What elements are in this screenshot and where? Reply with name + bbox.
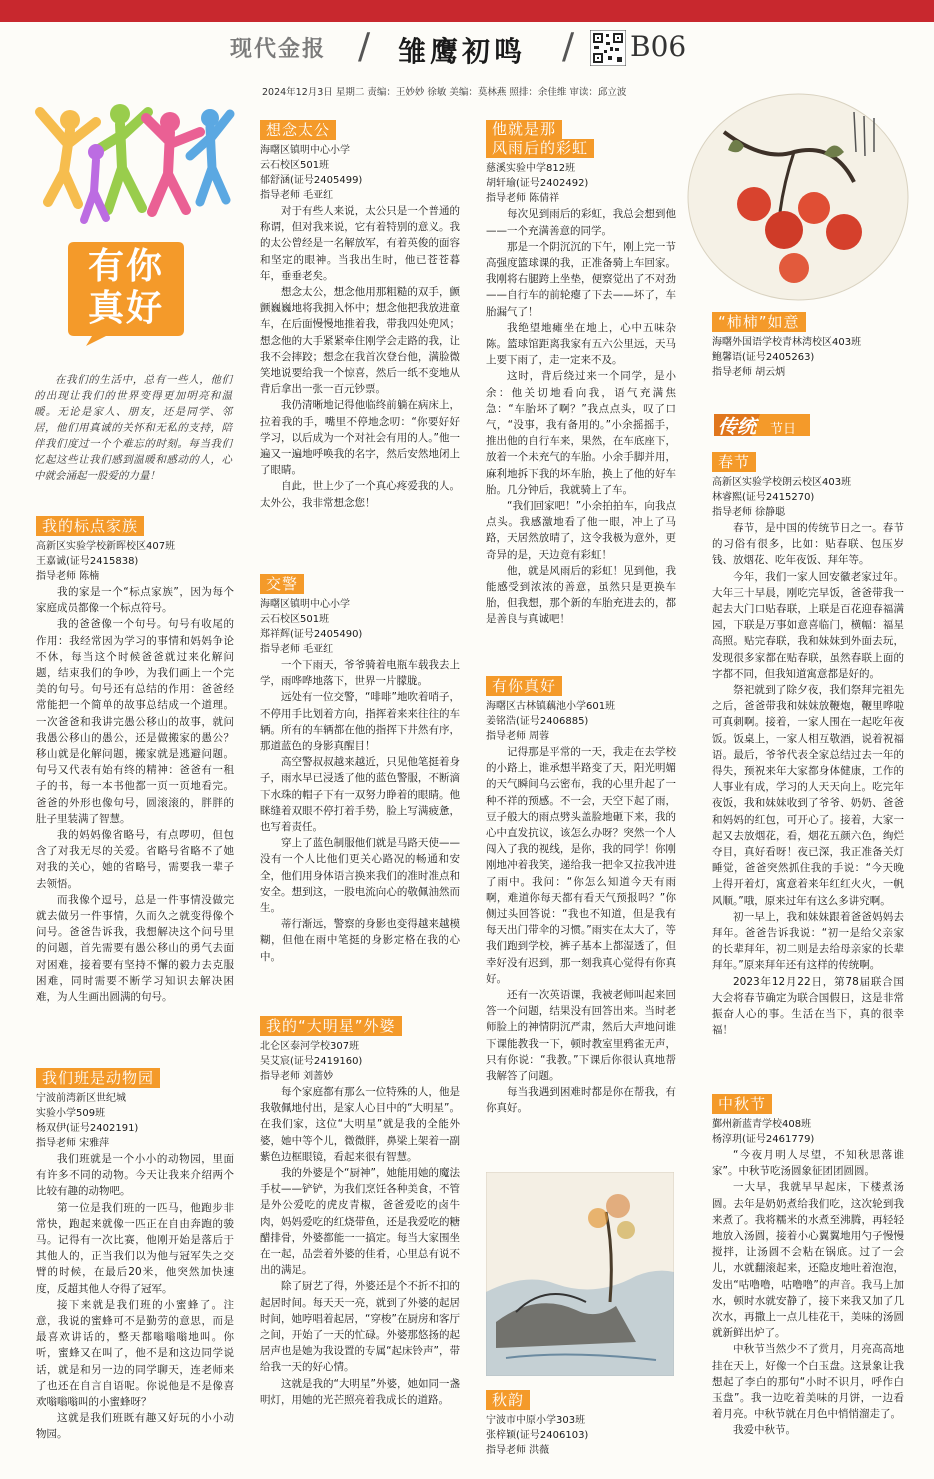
article-title: 交警 [260,574,304,594]
article-meta-author: 姜铭浩(证号2406885) [486,716,589,727]
article-meta-school: 海曙区古林镇藕池小学601班 [486,701,616,712]
article-glad-to-have-you [486,672,676,1117]
article-meta-author: 王嘉诚(证号2415838) [36,556,139,567]
article-paragraph: 还有一次英语课，我被老师叫起来回答一个问题，结果没有回答出来。当时老师脸上的神情阴沉严肃，然后大声地问谁下课能教我一下，顿时教室里鸦雀无声，只有你说：“我教。”下课后你很认真地帮我解答了问题。 [486,989,676,1083]
article-paragraph: 这就是我的“大明星”外婆，她如同一盏明灯，用她的光芒照亮着我成长的道路。 [260,1377,460,1406]
article-paragraph: 而我像个逗号，总是一件事情没做完就去做另一件事情，久而久之就变得像个问号。爸爸告诉我，我想解决这个问号里的问题，首先需要有愚公移山的勇气去面对困难，接着要有坚持不懈的毅力去克服困难，同时需要不断学习知识去解决困难，为人生画出圆满的句号。 [36,893,234,1004]
article-paragraph: 我的爸爸像一个句号。句号有收尾的作用：我经常因为学习的事情和妈妈争论不休，每当这个时候爸爸就过来化解问题，结束我们的争吵，为我们画上一个完美的句号。句号还有总结的作用：爸爸经常能把一个简单的故事总结成一个道理。一次爸爸和我讲完愚公移山的故事，就问我愚公移山的愚公，还是做搬家的愚公？移山就是化解问题，搬家就是逃避问题。句号又代表有始有终的精神：爸爸有一租子的书，每一本书他都一页一页地看完。爸爸的外形也像句号，圆滚滚的，胖胖的肚子里装满了智慧。 [36,618,234,825]
article-meta-school: 云石校区501班 [260,160,330,171]
article-paragraph: 每个家庭都有那么一位特殊的人，他是我敬佩地付出，是家人心目中的“大明星”。在我们家，这位“大明星”就是我的全能外婆，她中等个儿，微微胖，鼻梁上架着一副紫色边框眼镜，看起来很有智慧。 [260,1086,460,1163]
article-paragraph: 那是一个阴沉沉的下午，刚上完一节高强度篮球课的我，正准备骑上车回家。我刚将右腿跨上坐垫，便察觉出了不对劲——自行车的前轮瘪了下去——坏了，车胎漏气了！ [486,240,676,318]
article-paragraph: 接下来就是我们班的小蜜蜂了。注意，我说的蜜蜂可不是勤劳的意思，而是最喜欢讲话的，整天都嗡嗡嗡地叫。你听，蜜蜂又在叫了，他不是和这边同学说话，就是和另一边的同学聊天，连老师来了也还在自言自语呢。你说他是不是像喜欢嗡嗡嗡叫的小蜜蜂呀？ [36,1298,234,1409]
article-class-zoo [36,1064,234,1443]
badge-small-text: 节日 [770,422,797,437]
persimmon-painting [684,92,912,302]
masthead-divider: / [358,26,371,67]
article-mid-autumn-festival [712,1090,904,1439]
article-meta-teacher: 指导老师 毛亚红 [260,190,334,201]
article-paragraph: 远处有一位交警，“啡啡”地吹着哨子，不停用手比划着方向，指挥着来来往往的车辆。所有的车辆都在他的指挥下井然有序，那道蓝色的身影真醒目！ [260,691,460,753]
article-star-grandma [260,1012,460,1408]
article-rainbow-after-rain [486,116,676,628]
article-paragraph: 穿上了蓝色制服他们就是马路天使——没有一个人比他们更关心路况的畅通和安全，他们用身体语言换来我们的准时准点和安全。想到这，一股电流向心的敬佩油然而生。 [260,837,460,915]
qr-code-icon [590,30,626,66]
paper-name: 现代金报 [230,36,327,62]
article-paragraph: 每次见到雨后的彩虹，我总会想到他——一个充满善意的同学。 [486,208,676,237]
article-paragraph: 一大早，我就早早起床，下楼煮汤圆。去年是奶奶煮给我们吃，这次轮到我来煮了。我将糯米的水煮至沸腾，再轻轻地放入汤圆，接着小心翼翼地用勺子慢慢搅拌，让汤圆不会粘在锅底。过了一会儿，水就翻滚起来，还隐皮地吐着泡泡，发出“咕噜噜，咕噜噜”的声音。我马上加水，顿时水就安静了，接下来我又加了几次水，再撒上一点儿桂花干，美味的汤圆就新鲜出炉了。 [712,1181,904,1340]
article-paragraph: 我绝望地瘫坐在地上，心中五味杂陈。篮球馆距离我家有五六公里远，天马上要下雨了，走一定来不及。 [486,321,676,367]
article-paragraph: 对于有些人来说，太公只是一个普通的称谓，但对我来说，它有着特别的意义。我的太公曾经是一名解放军，有着英俊的面容和坚定的眼神。当我出生时，他已苍苍暮年，垂垂老矣。 [260,205,460,282]
article-paragraph: 初一早上，我和妹妹跟着爸爸妈妈去拜年。爸爸告诉我说：“初一是给父亲家的长辈拜年，初二则是去给母亲家的长辈拜年。”原来拜年还有这样的传统啊。 [712,910,904,972]
article-title-line2: 风雨后的彩虹 [486,139,594,158]
article-title: 有你真好 [486,676,562,696]
traditional-festival-badge [712,410,812,440]
hero-title-line1: 有你 [87,246,164,287]
article-meta-school: 实验小学509班 [36,1108,106,1119]
article-title: 春节 [712,452,756,472]
article-meta-author: 林睿熙(证号2415270) [712,492,815,503]
article-title: “柿柿”如意 [712,312,806,332]
article-paragraph: 春节，是中国的传统节日之一。春节的习俗有很多，比如：贴春联、包压岁钱、放烟花、吃年夜饭、拜年等。 [712,522,904,567]
article-paragraph: 第一位是我们班的一匹马，他跑步非常快，跑起来就像一匹正在自由奔跑的骏马。记得有一次比赛，他刚开始是落后于其他人的，正当我们以为他与冠军失之交臂的时候，在最后20米，他突然加快速度，反超其他人夺得了冠军。 [36,1201,234,1295]
article-paragraph: 今年，我们一家人回安徽老家过年。大年三十早晨，刚吃完早饭，爸爸带我一起去大门口贴春联，上联是百花迎春福满园，下联是万事如意喜临门，横幅：福星高照。贴完春联，我和妹妹到外面去玩，发现很多家都在贴春联，虽然春联上面的字都不同，但我知道寓意都是好的。 [712,570,904,680]
article-meta-author: 张梓颖(证号2406103) [486,1430,589,1441]
article-paragraph: 我的家是一个“标点家族”，因为每个家庭成员都像一个标点符号。 [36,586,234,615]
article-paragraph: 除了厨艺了得，外婆还是个不折不扣的起居时间。每天天一亮，就到了外婆的起居时间，她哼唱着起居，“穿梭”在厨房和客厅之间，开始了一天的忙碌。外婆那悠扬的起居声也是她为我设置的专属“起床铃声”，带给我一天的好心情。 [260,1280,460,1374]
article-meta-school: 宁波市中原小学303班 [486,1415,586,1426]
artwork-persimmon-credit [712,308,902,380]
article-meta-school: 宁波前湾新区世纪城 [36,1093,126,1104]
article-paragraph: 我仍清晰地记得他临终前躺在病床上，拉着我的手，嘴里不停地念叨：“你要好好学习，以后成为一个对社会有用的人。”他一遍又一遍地呼唤我的名字，然后安然地闭上了眼睛。 [260,399,460,477]
section-name: 雏鹰初鸣 [398,35,527,68]
article-meta-school: 海曙外国语学校青林湾校区403班 [712,337,862,348]
article-title: 我的“大明星”外婆 [260,1016,402,1036]
article-paragraph: 祭祀就到了除夕夜，我们祭拜完祖先之后，爸爸带我和妹妹放鞭炮，鞭里哗啦可真刺啊。接着，一家人围在一起吃年夜饭。饭桌上，一家人相互敬酒，说着祝福语。最后，爷爷代表全家总结过去一年的得失，预祝来年大家都身体健康，工作的人事业有成，学习的人天天向上。吃完年夜饭，我和妹妹收到了爷爷、奶奶、爸爸和妈妈的红包，可开心了。接着，大家一起又去放烟花，看，烟花五颜六色，绚烂夺目，真好看呀！夜已深，我正准备关灯睡觉，爸爸突然抓住我的手说：“今天晚上得开着灯，寓意着来年红红火火，一帆风顺。”哦，原来过年有这么多讲究啊。 [712,684,904,907]
article-meta-author: 杨淳玥(证号2461779) [712,1134,815,1145]
article-paragraph: “我们回家吧！”小余拍拍车，向我点点头。我感激地看了他一眼，冲上了马路，天居然放晴了，这令我极为意外，更奇异的是，天边竟有彩虹！ [486,500,676,561]
article-paragraph: 这时，背后绕过来一个同学，是小余：他关切地看向我，语气充满焦急：“车胎坏了啊？”我点点头，叹了口气，“没事，我有备用的。”小余摇摇手，推出他的自行车来，果然，在车底座下，放着一个未充气的车胎。小余手脚并用，麻利地拆下我的坏车胎，换上了他的好车胎。几分钟后，我就骑上了车。 [486,370,676,496]
article-meta-school: 海曙区镇明中心小学 [260,145,350,156]
article-my-punctuation-family [36,512,234,1005]
hero-title-badge [66,238,186,348]
article-meta-school: 高新区实验学校朗云校区403班 [712,477,852,488]
article-paragraph: 每当我遇到困难时都是你在帮我，有你真好。 [486,1086,676,1115]
article-meta-school: 北仑区泰河学校307班 [260,1041,360,1052]
article-paragraph: 我们班就是一个小小的动物园，里面有许多不同的动物。今天让我来介绍两个比较有趣的动物吧。 [36,1153,234,1198]
article-paragraph: 我的外婆是个“厨神”，她能用她的魔法手杖——铲铲，为我们烹饪各种美食，不管是外公爱吃的虎皮青椒，爸爸爱吃的卤牛肉，妈妈爱吃的红烧带鱼，还是我爱吃的糖醋排骨，外婆都能一一搞定。每当大家围坐在一起，品尝着外婆的佳肴，心里总有说不出的满足。 [260,1167,460,1277]
masthead [200,26,734,76]
article-title: 我们班是动物园 [36,1068,160,1088]
article-meta-author: 杨双伊(证号2402191) [36,1123,139,1134]
article-paragraph: 蒂行渐远，警察的身影也变得越来越模糊，但他在雨中笔挺的身影定格在我的心中。 [260,918,460,963]
editor-info-line: 2024年12月3日 星期二 责编：王妙妙 徐敏 美编：莫林燕 照排：余佳维 审读：邱立波 [262,87,627,98]
article-meta-author: 郑祥辉(证号2405490) [260,629,363,640]
article-meta-author: 郁舒涵(证号2405499) [260,175,363,186]
article-meta-school: 高新区实验学校新晖校区407班 [36,541,176,552]
article-paragraph: 我爱中秋节。 [733,1424,796,1437]
masthead-divider: / [562,26,575,67]
article-missing-great-grandpa [260,116,460,511]
article-meta-author: 吴艾宸(证号2419160) [260,1056,363,1067]
article-meta-teacher: 指导老师 徐静聪 [712,507,786,518]
article-meta-author: 鲍馨语(证号2405263) [712,352,815,363]
hero-intro: 在我们的生活中，总有一些人，他们的出现让我们的世界变得更加明亮和温暖。无论是家人、朋友，还是同学、邻居，他们用真诚的关怀和无私的支持，陪伴我们度过一个个难忘的时刻。每当我们忆起这些让我们感到温暖和感动的人，心中就会涌起一股爱的力量！ [34,374,232,482]
article-title: 中秋节 [712,1094,772,1114]
badge-big-text: 传统 [718,416,757,438]
article-traffic-police [260,570,460,965]
article-title: 我的标点家族 [36,516,144,536]
article-meta-author: 胡轩瑜(证号2402492) [486,178,589,190]
article-paragraph: 想念太公，想念他用那粗糙的双手，颤颤巍巍地将我拥入怀中；想念他把我放进童车，在后面慢慢地推着我，带我四处兜风；想念他的大手紧紧牵住刚学会走路的我，让我不会摔跤；想念在我首次登台他，满脸微笑地说要给我一个惊喜，然后一纸不变地从背后拿出一张一百元钞票。 [260,286,460,396]
article-title: 秋韵 [486,1390,530,1410]
article-meta-teacher: 指导老师 宋雅萍 [36,1138,110,1149]
page-number: B06 [630,30,687,63]
article-meta-teacher: 指导老师 陈楠 [36,571,100,582]
jumping-children-illustration [30,92,235,232]
article-title-line1: 他就是那 [486,120,562,139]
article-meta-teacher: 指导老师 毛亚红 [260,644,334,655]
article-paragraph: 高空警叔叔越来越近，只见他笔挺着身子，雨水早已浸透了他的蓝色警服，不断滴下水珠的帽子下有一双努力睁着的眼睛。他眯缝着双眼不停打着手势，脸上写满疲惫，也写着责任。 [260,756,460,834]
article-meta-teacher: 指导老师 洪薇 [486,1445,550,1456]
artwork-autumn-credit [486,1386,676,1458]
top-color-band [0,0,934,22]
article-paragraph: 自此，世上少了一个真心疼爱我的人。太外公，我非常想念您！ [260,480,460,509]
article-paragraph: 这就是我们班既有趣又好玩的小小动物园。 [36,1412,234,1441]
hero-title-line2: 真好 [87,288,164,329]
article-meta-school: 云石校区501班 [260,614,330,625]
article-paragraph: 我的妈妈像省略号，有点啰叨，但包含了对我无尽的关爱。省略号省略不了她对我的关心，她的省略号，需要我一辈子去领悟。 [36,829,234,890]
article-meta-teacher: 指导老师 周蓉 [486,731,550,742]
article-paragraph: 2023年12月22日，第78届联合国大会将春节确定为联合国假日，这是非常振奋人心的事。生活在当下，真的很幸福！ [712,975,904,1037]
article-paragraph: 中秋节当然少不了赏月，月亮高高地挂在天上，好像一个白玉盘。这景象让我想起了李白的那句“小时不识月，呼作白玉盘”。我一边吃着美味的月饼，一边看着月亮。中秋节就在月色中悄悄溜走了。 [712,1343,904,1421]
article-title: 想念太公 [260,120,336,140]
article-meta-teacher: 指导老师 刘蔷妙 [260,1071,334,1082]
autumn-landscape-painting [486,1172,674,1376]
article-paragraph: “今夜月明人尽望，不知秋思落谁家”。中秋节吃汤圆象征团团圆圆。 [712,1149,904,1178]
article-paragraph: 记得那是平常的一天，我走在去学校的小路上，谁承想半路变了天，阳光明媚的天气瞬间乌云密布，我的心里升起了一种不祥的预感。不一会，天空下起了雨，豆子般大的雨点劈头盖脸地砸下来，我的心中直发抗议，该怎么办呀？突然一个人闯入了我的视线，是你，我的同学！你刚刚地冲着我笑，递给我一把伞又拉我冲进了雨中。我问：“你怎么知道今天有雨啊，难道你每天都有看天气预报吗？”你侧过头回答说：“我也不知道，但是我有每天出门带伞的习惯。”雨实在太大了，等我们跑到学校，裤子基本上都湿透了，但幸好没有迟到，那一刻我真心觉得有你真好。 [486,746,676,985]
article-meta-school: 慈溪实验中学812班 [486,163,576,175]
article-paragraph: 他，就是风雨后的彩虹！见到他，我能感受到浓浓的善意，虽然只是更换车胎，但我想，那个新的车胎充进去的，都是善良与真诚吧！ [486,564,676,626]
article-meta-school: 海曙区镇明中心小学 [260,599,350,610]
article-meta-school: 鄞州新蓝青学校408班 [712,1119,812,1130]
article-meta-teacher: 指导老师 胡云炳 [712,367,786,378]
article-meta-teacher: 指导老师 陈倩祥 [486,193,560,205]
article-spring-festival [712,448,904,1039]
article-paragraph: 一个下雨天，爷爷骑着电瓶车载我去上学，雨哗哗地落下，世界一片朦胧。 [260,659,460,688]
